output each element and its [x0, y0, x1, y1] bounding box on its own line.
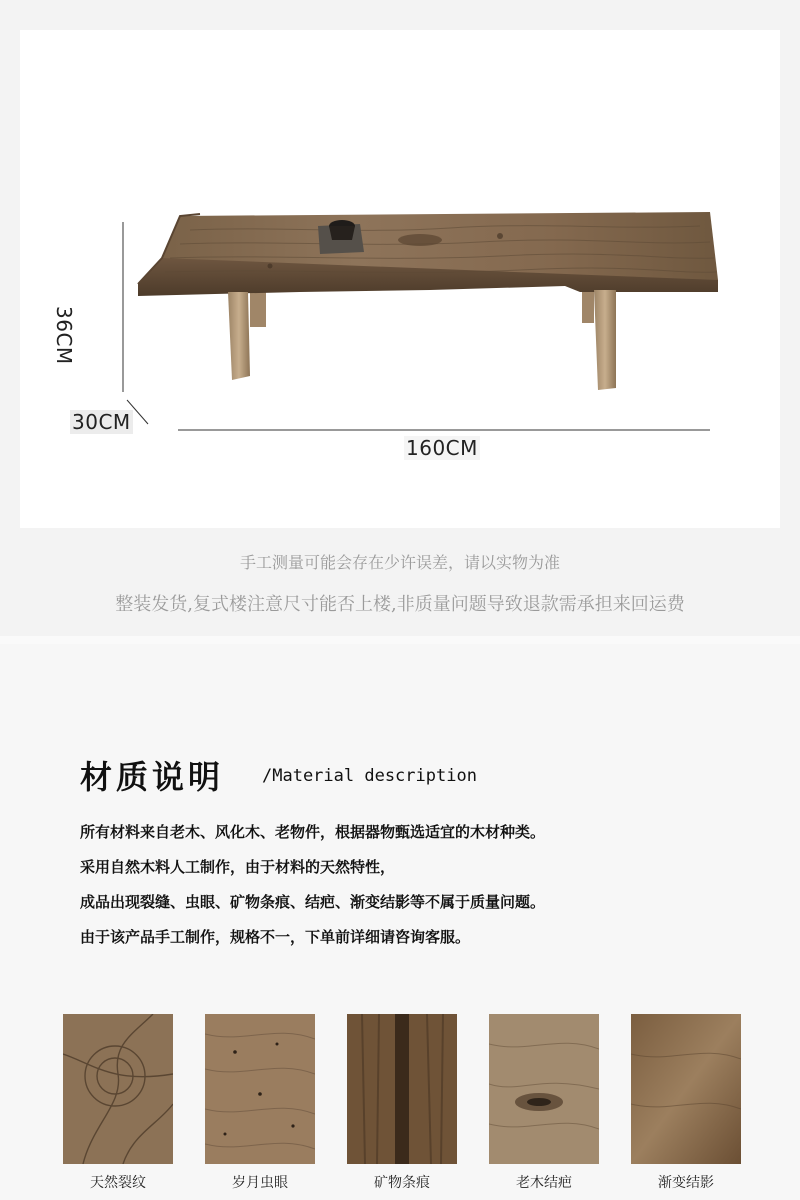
bench-front-leg-right	[594, 290, 616, 390]
wood-knot	[398, 234, 442, 246]
swatch-wormholes	[205, 1014, 315, 1164]
swatch-wood-knot	[489, 1014, 599, 1164]
swatch-gradient-grain	[631, 1014, 741, 1164]
product-image-panel	[20, 30, 780, 528]
texture-swatches	[0, 1014, 800, 1200]
swatch-label: 老木结疤	[516, 1175, 572, 1191]
tea-cup-body	[329, 226, 355, 240]
wormhole-mark	[268, 264, 273, 269]
depth-dimension-label: 30CM	[72, 410, 131, 434]
swatch-label: 天然裂纹	[90, 1175, 146, 1191]
swatch-label: 岁月虫眼	[232, 1175, 288, 1191]
height-dimension-label: 36CM	[52, 306, 76, 365]
bench-front-leg-left	[228, 292, 250, 380]
material-subtitle: /Material description	[262, 766, 477, 786]
material-section	[0, 644, 800, 1200]
measurement-notes	[0, 528, 800, 636]
swatch-natural-crack	[63, 1014, 173, 1164]
material-description	[80, 822, 740, 962]
description-line: 由于该产品手工制作，规格不一，下单前详细请咨询客服。	[80, 928, 471, 946]
description-line: 采用自然木料人工制作，由于材料的天然特性，	[80, 858, 396, 876]
measurement-note: 手工测量可能会存在少许误差，请以实物为准	[239, 553, 560, 572]
description-line: 成品出现裂缝、虫眼、矿物条痕、结疤、渐变结影等不属于质量问题。	[80, 893, 546, 911]
swatch-label: 矿物条痕	[374, 1175, 430, 1191]
swatch-mineral-streak	[347, 1014, 457, 1164]
wormhole-mark	[497, 233, 503, 239]
description-line: 所有材料来自老木、风化木、老物件，根据器物甄选适宜的木材种类。	[80, 823, 546, 841]
top-strip	[0, 0, 800, 30]
shipping-note: 整装发货,复式楼注意尺寸能否上楼,非质量问题导致退款需承担来回运费	[115, 594, 685, 615]
length-dimension-label: 160CM	[406, 436, 478, 460]
section-divider	[0, 636, 800, 644]
swatch-label: 渐变结影	[658, 1175, 714, 1191]
material-title: 材质说明	[80, 758, 225, 796]
bench-illustration	[20, 30, 780, 528]
